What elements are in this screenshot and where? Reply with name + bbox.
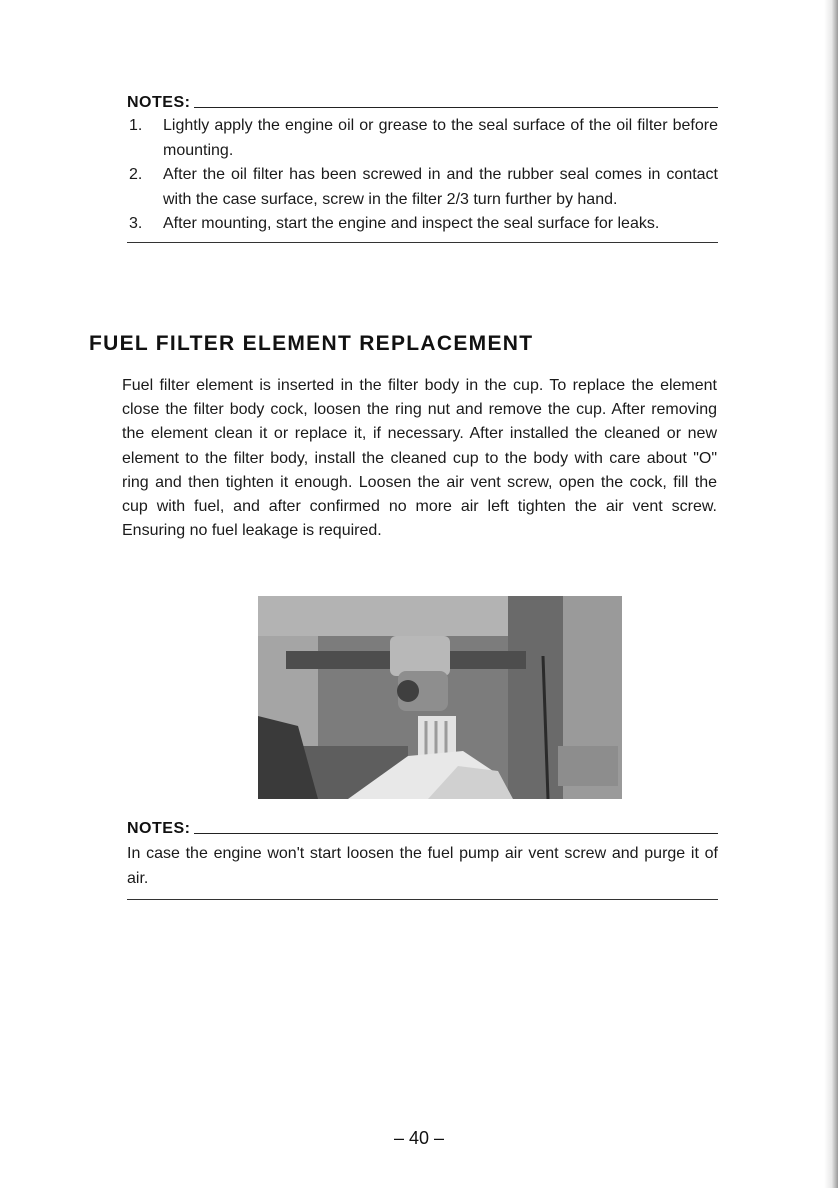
notes-item-text: After mounting, start the engine and inspect the seal surface for leaks. <box>163 215 660 232</box>
notes-item-number: 2. <box>129 166 143 183</box>
notes-label: NOTES: <box>127 94 191 111</box>
notes-item-text: Lightly apply the engine oil or grease to the seal surface of the oil filter before mounting. <box>163 117 718 159</box>
fuel-filter-photo <box>258 596 622 799</box>
notes-top <box>127 88 718 243</box>
notes-item <box>127 163 718 212</box>
notes-label: NOTES: <box>127 820 191 837</box>
notes-rule <box>194 833 718 834</box>
notes-item <box>127 212 718 237</box>
notes-item-text: After the oil filter has been screwed in and the rubber seal comes in contact with the case surface, screw in the filter 2/3 turn further by hand. <box>163 166 718 208</box>
scan-edge-shadow <box>824 0 838 1188</box>
notes-header <box>127 814 718 838</box>
notes-list <box>127 114 718 237</box>
notes-list <box>127 842 718 891</box>
notes-item-text: In case the engine won't start loosen the fuel pump air vent screw and purge it of air. <box>127 845 718 887</box>
page-number: – 40 – <box>393 1128 445 1148</box>
notes-header <box>127 88 718 112</box>
section-body: Fuel filter element is inserted in the filter body in the cup. To replace the element close the filter body cock, loosen the ring nut and remove the cup. After removing the element clean it or replace it, if necessary. After installed the cleaned or new element to the filter body, install the cleaned cup to the body with care about "O" ring and then tighten it enough. Loosen the air vent screw, open the cock, fill the cup with fuel, and after confirmed no more air left tighten the air vent screw. Ensuring no fuel leakage is required. <box>122 377 717 540</box>
section-title: FUEL FILTER ELEMENT REPLACEMENT <box>89 332 534 355</box>
notes-item-number: 1. <box>129 117 143 134</box>
notes-bottom <box>127 814 718 900</box>
notes-item <box>127 114 718 163</box>
notes-rule <box>194 107 718 108</box>
notes-end-rule <box>127 242 718 243</box>
notes-end-rule <box>127 899 718 900</box>
notes-item-number: 3. <box>129 215 143 232</box>
